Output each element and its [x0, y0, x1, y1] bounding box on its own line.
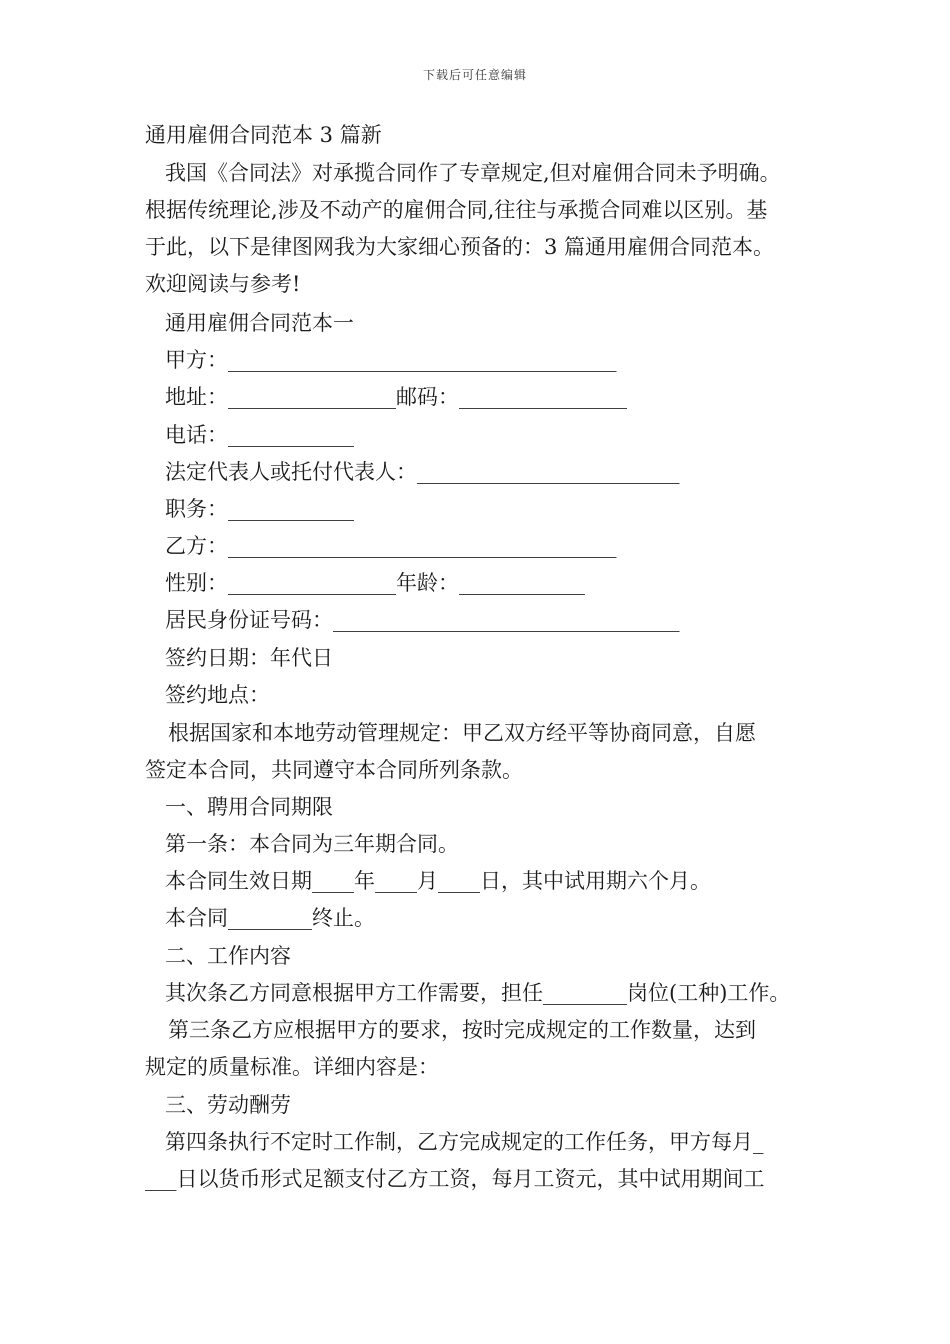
field-gender-age: 性别：________________年龄：____________ — [165, 571, 585, 595]
field-sign-date: 签约日期：年代日 — [165, 646, 333, 670]
header-note: 下载后可任意编辑 — [422, 68, 527, 82]
article-3-line-1: 第三条乙方应根据甲方的要求，按时完成规定的工作数量，达到 — [168, 1018, 756, 1042]
preamble-line-1: 根据国家和本地劳动管理规定：甲乙双方经平等协商同意，自愿 — [168, 721, 756, 745]
field-legal-rep: 法定代表人或托付代表人：_________________________ — [165, 460, 680, 484]
termination-line: 本合同________终止。 — [165, 906, 375, 930]
intro-line-3: 于此，以下是律图网我为大家细心预备的：3 篇通用雇佣合同范本。 — [145, 235, 775, 259]
article-3-line-2: 规定的质量标准。详细内容是： — [145, 1055, 439, 1079]
field-position: 职务：____________ — [165, 497, 354, 521]
article-4-line-1: 第四条执行不定时工作制，乙方完成规定的工作任务，甲方每月_ — [165, 1130, 764, 1154]
field-address: 地址：________________邮码：________________ — [165, 385, 627, 409]
field-party-b: 乙方：_____________________________________ — [165, 534, 617, 558]
field-phone: 电话：____________ — [165, 423, 354, 447]
intro-line-4: 欢迎阅读与参考! — [145, 272, 301, 296]
effective-date-line: 本合同生效日期____年____月____日，其中试用期六个月。 — [165, 869, 711, 893]
article-1: 第一条：本合同为三年期合同。 — [165, 832, 459, 856]
article-2: 其次条乙方同意根据甲方工作需要，担任________岗位(工种)工作。 — [165, 981, 791, 1005]
field-id-number: 居民身份证号码：_________________________________ — [165, 608, 680, 632]
preamble-line-2: 签定本合同，共同遵守本合同所列条款。 — [145, 758, 523, 782]
intro-line-2: 根据传统理论,涉及不动产的雇佣合同,往往与承揽合同难以区别。基 — [145, 198, 768, 222]
field-sign-place: 签约地点： — [165, 683, 270, 707]
article-4-line-2: ___日以货币形式足额支付乙方工资，每月工资元，其中试用期间工 — [145, 1167, 765, 1191]
field-party-a: 甲方：_____________________________________ — [165, 348, 617, 372]
document-title: 通用雇佣合同范本 3 篇新 — [145, 123, 382, 147]
intro-line-1: 我国《合同法》对承揽合同作了专章规定,但对雇佣合同未予明确。 — [165, 161, 781, 185]
heading-remuneration: 三、劳动酬劳 — [165, 1093, 291, 1117]
section-title: 通用雇佣合同范本一 — [165, 311, 354, 335]
heading-term: 一、聘用合同期限 — [165, 795, 333, 819]
heading-work-content: 二、工作内容 — [165, 944, 291, 968]
